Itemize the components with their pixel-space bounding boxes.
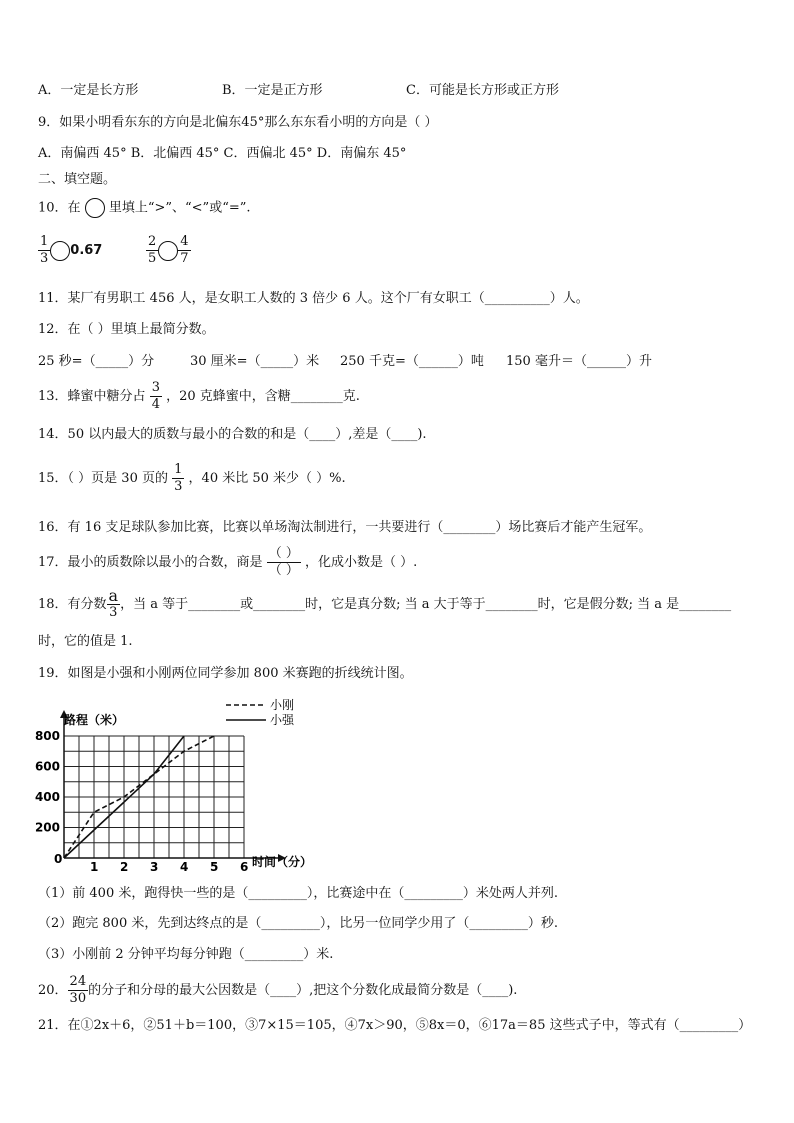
q13: 13．蜂蜜中糖分占 $\frac{3}{4}$ ，20 克蜂蜜中，含糖________克. bbox=[38, 380, 360, 412]
q8-option-a: A．一定是长方形 bbox=[38, 83, 139, 98]
q9-stem: 9．如果小明看东东的方向是北偏东45°那么东东看小明的方向是（ ） bbox=[38, 115, 438, 130]
q19-stem: 19．如图是小强和小刚两位同学参加 800 米赛跑的折线统计图。 bbox=[38, 666, 413, 681]
fraction-1-3: $\frac{1}{3}$ bbox=[40, 234, 49, 266]
q12-item-4: 150 毫升＝（______）升 bbox=[506, 354, 652, 369]
x-tick-label: 1 bbox=[90, 860, 99, 874]
fraction-a-3: $\frac{a}{3}$ bbox=[108, 586, 119, 620]
q10-item-1 bbox=[38, 234, 102, 267]
y-tick-label: 200 bbox=[34, 820, 60, 835]
y-axis-label: 路程（米） bbox=[64, 713, 125, 727]
x-axis-label: 时间（分） bbox=[252, 855, 313, 869]
q10-pre: 10．在 bbox=[38, 200, 81, 216]
q12-item-1: 25 秒=（_____）分 bbox=[38, 354, 155, 369]
q10-post: 里填上“>”、“<”或“=”. bbox=[108, 200, 251, 216]
blank-fraction: $\frac{( )}{( )}$ bbox=[268, 546, 299, 578]
q19-sub3: （3）小刚前 2 分钟平均每分钟跑（_________）米. bbox=[38, 947, 334, 962]
q8-option-c: C．可能是长方形或正方形 bbox=[406, 83, 559, 98]
section-title: 二、填空题。 bbox=[38, 172, 117, 187]
q19-sub2: （2）跑完 800 米，先到达终点的是（_________），比另一位同学少用了（_________）秒. bbox=[38, 916, 558, 931]
compare-circle-icon bbox=[158, 241, 178, 261]
y-tick-label: 800 bbox=[34, 729, 60, 743]
line-chart bbox=[30, 695, 330, 880]
q10-item-2 bbox=[146, 234, 191, 267]
x-tick-label: 5 bbox=[210, 860, 219, 874]
q21: 21．在①2x＋6，②51＋b＝100，③7×15＝105，④7x＞90，⑤8x＝0，⑥17a＝85 这些式子中，等式有（_________） bbox=[38, 1018, 752, 1033]
x-tick-label: 2 bbox=[120, 860, 129, 874]
q19-sub1: （1）前 400 米，跑得快一些的是（_________），比赛途中在（_________）米处两人并列. bbox=[38, 886, 558, 901]
q14: 14．50 以内最大的质数与最小的合数的和是（____）,差是（____). bbox=[38, 427, 427, 442]
fraction-2-5: $\frac{2}{5}$ bbox=[148, 234, 157, 266]
origin-label: 0 bbox=[54, 852, 63, 866]
q15: 15．（ ）页是 30 页的 $\frac{1}{3}$ ，40 米比 50 米少（ ）%. bbox=[38, 462, 346, 494]
q12-stem: 12．在（ ）里填上最简分数。 bbox=[38, 322, 215, 337]
y-tick-label: 600 bbox=[34, 759, 60, 774]
q10-stem bbox=[38, 198, 251, 218]
x-tick-label: 3 bbox=[150, 860, 159, 874]
q18-line1: 18．有分数 $\frac{a}{3}$ ，当 a 等于________或________时，它是真分数; 当 a 大于等于________时，它是假分数; 当 a 是________ bbox=[38, 586, 732, 620]
fraction-1-3: $\frac{1}{3}$ bbox=[174, 462, 183, 494]
q11: 11．某厂有男职工 456 人，是女职工人数的 3 倍少 6 人。这个厂有女职工（__________）人。 bbox=[38, 291, 589, 306]
y-tick-label: 400 bbox=[34, 790, 60, 804]
compare-circle-icon bbox=[50, 241, 70, 261]
q12-item-3: 250 千克=（______）吨 bbox=[340, 354, 484, 369]
fraction-3-4: $\frac{3}{4}$ bbox=[151, 380, 160, 412]
fraction-4-7: $\frac{4}{7}$ bbox=[180, 234, 189, 266]
chart-legend bbox=[226, 697, 295, 727]
q20: 20． $\frac{24}{30}$ 的分子和分母的最大公因数是（____）,把这个分数化成最简分数是（____). bbox=[38, 974, 518, 1006]
compare-circle-icon bbox=[85, 198, 105, 218]
q18-line2: 时，它的值是 1. bbox=[38, 634, 133, 649]
legend-label: 小强 bbox=[270, 713, 295, 727]
q17: 17．最小的质数除以最小的合数，商是 $\frac{( )}{( )}$ ，化成小数是（ ）. bbox=[38, 546, 418, 578]
x-tick-label: 4 bbox=[180, 860, 189, 874]
q9-options: A．南偏西 45° B．北偏西 45° C．西偏北 45° D．南偏东 45° bbox=[38, 146, 407, 161]
q8-option-b: B．一定是正方形 bbox=[222, 83, 323, 98]
fraction-24-30: $\frac{24}{30}$ bbox=[69, 974, 87, 1006]
q12-item-2: 30 厘米=（_____）米 bbox=[190, 354, 320, 369]
legend-label: 小刚 bbox=[270, 698, 295, 712]
q10-decimal: 0.67 bbox=[70, 243, 103, 258]
chart-grid bbox=[64, 736, 244, 858]
x-tick-label: 6 bbox=[240, 860, 249, 874]
q16: 16．有 16 支足球队参加比赛，比赛以单场淘汰制进行，一共要进行（________）场比赛后才能产生冠军。 bbox=[38, 520, 652, 535]
